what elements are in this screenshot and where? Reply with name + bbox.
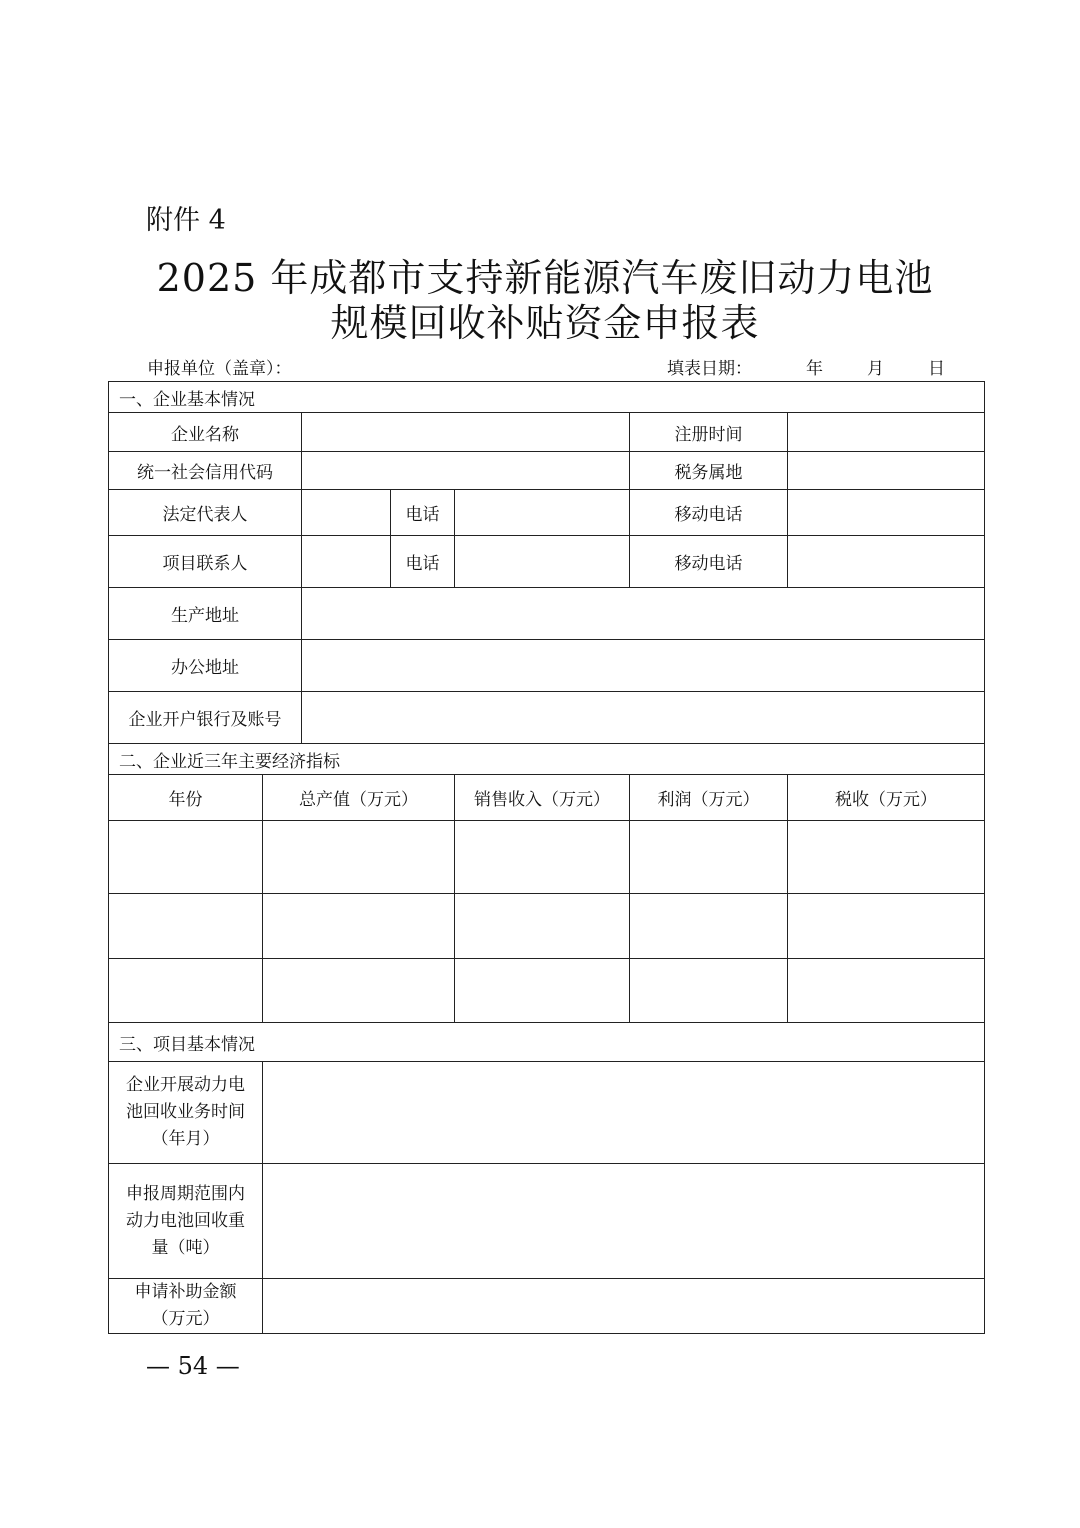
total-output-cell[interactable] — [263, 894, 455, 959]
section-3-title: 三、项目基本情况 — [109, 1023, 985, 1062]
bank-account-field[interactable] — [302, 692, 985, 744]
form-title-line2: 规模回收补贴资金申报表 — [330, 301, 760, 345]
form-title-line1: 2025 年成都市支持新能源汽车废旧动力电池 — [156, 256, 934, 300]
legal-representative-label: 法定代表人 — [109, 490, 302, 536]
profit-cell[interactable] — [630, 821, 788, 894]
credit-code-field[interactable] — [302, 452, 630, 490]
production-address-label: 生产地址 — [109, 588, 302, 640]
header-profit: 利润（万元） — [630, 775, 788, 821]
office-address-field[interactable] — [302, 640, 985, 692]
applicant-unit-label: 申报单位（盖章）： — [147, 359, 292, 379]
fill-date-label: 填表日期： — [667, 359, 752, 379]
profit-cell[interactable] — [630, 894, 788, 959]
tax-jurisdiction-field[interactable] — [788, 452, 985, 490]
registration-time-field[interactable] — [788, 413, 985, 452]
recycling-weight-label: 申报周期范围内 动力电池回收重 量（吨） — [109, 1164, 263, 1279]
table-row — [109, 821, 985, 894]
total-output-cell[interactable] — [263, 959, 455, 1023]
total-output-cell[interactable] — [263, 821, 455, 894]
month-label: 月 — [867, 359, 884, 379]
legal-rep-mobile-label: 移动电话 — [630, 490, 788, 536]
project-contact-label: 项目联系人 — [109, 536, 302, 588]
subsidy-amount-field[interactable] — [263, 1279, 985, 1334]
year-label: 年 — [806, 359, 823, 379]
credit-code-label: 统一社会信用代码 — [109, 452, 302, 490]
contact-phone-label: 电话 — [391, 536, 455, 588]
year-cell[interactable] — [109, 821, 263, 894]
bank-account-label: 企业开户银行及账号 — [109, 692, 302, 744]
application-form-table — [108, 381, 985, 1334]
fill-date — [667, 354, 945, 379]
header-tax: 税收（万元） — [788, 775, 985, 821]
registration-time-label: 注册时间 — [630, 413, 788, 452]
recycling-weight-field[interactable] — [263, 1164, 985, 1279]
production-address-field[interactable] — [302, 588, 985, 640]
subsidy-amount-label: 申请补助金额 （万元） — [109, 1279, 263, 1334]
year-cell[interactable] — [109, 894, 263, 959]
sales-revenue-cell[interactable] — [455, 959, 630, 1023]
recycling-start-time-label: 企业开展动力电 池回收业务时间 （年月） — [109, 1062, 263, 1164]
profit-cell[interactable] — [630, 959, 788, 1023]
sales-revenue-cell[interactable] — [455, 821, 630, 894]
section-2-title: 二、企业近三年主要经济指标 — [109, 744, 985, 775]
table-row — [109, 894, 985, 959]
year-cell[interactable] — [109, 959, 263, 1023]
attachment-label: 附件 4 — [146, 205, 226, 236]
header-year: 年份 — [109, 775, 263, 821]
legal-rep-phone-label: 电话 — [391, 490, 455, 536]
legal-rep-phone-field[interactable] — [455, 490, 630, 536]
header-total-output: 总产值（万元） — [263, 775, 455, 821]
tax-cell[interactable] — [788, 894, 985, 959]
header-sales-revenue: 销售收入（万元） — [455, 775, 630, 821]
recycling-start-time-field[interactable] — [263, 1062, 985, 1164]
section-1-title: 一、企业基本情况 — [109, 382, 985, 413]
project-contact-field[interactable] — [302, 536, 391, 588]
legal-rep-mobile-field[interactable] — [788, 490, 985, 536]
table-row — [109, 959, 985, 1023]
legal-representative-field[interactable] — [302, 490, 391, 536]
office-address-label: 办公地址 — [109, 640, 302, 692]
contact-mobile-label: 移动电话 — [630, 536, 788, 588]
contact-mobile-field[interactable] — [788, 536, 985, 588]
day-label: 日 — [928, 359, 945, 379]
sales-revenue-cell[interactable] — [455, 894, 630, 959]
page-number: — 54 — — [146, 1352, 240, 1380]
company-name-field[interactable] — [302, 413, 630, 452]
tax-jurisdiction-label: 税务属地 — [630, 452, 788, 490]
tax-cell[interactable] — [788, 959, 985, 1023]
company-name-label: 企业名称 — [109, 413, 302, 452]
contact-phone-field[interactable] — [455, 536, 630, 588]
tax-cell[interactable] — [788, 821, 985, 894]
